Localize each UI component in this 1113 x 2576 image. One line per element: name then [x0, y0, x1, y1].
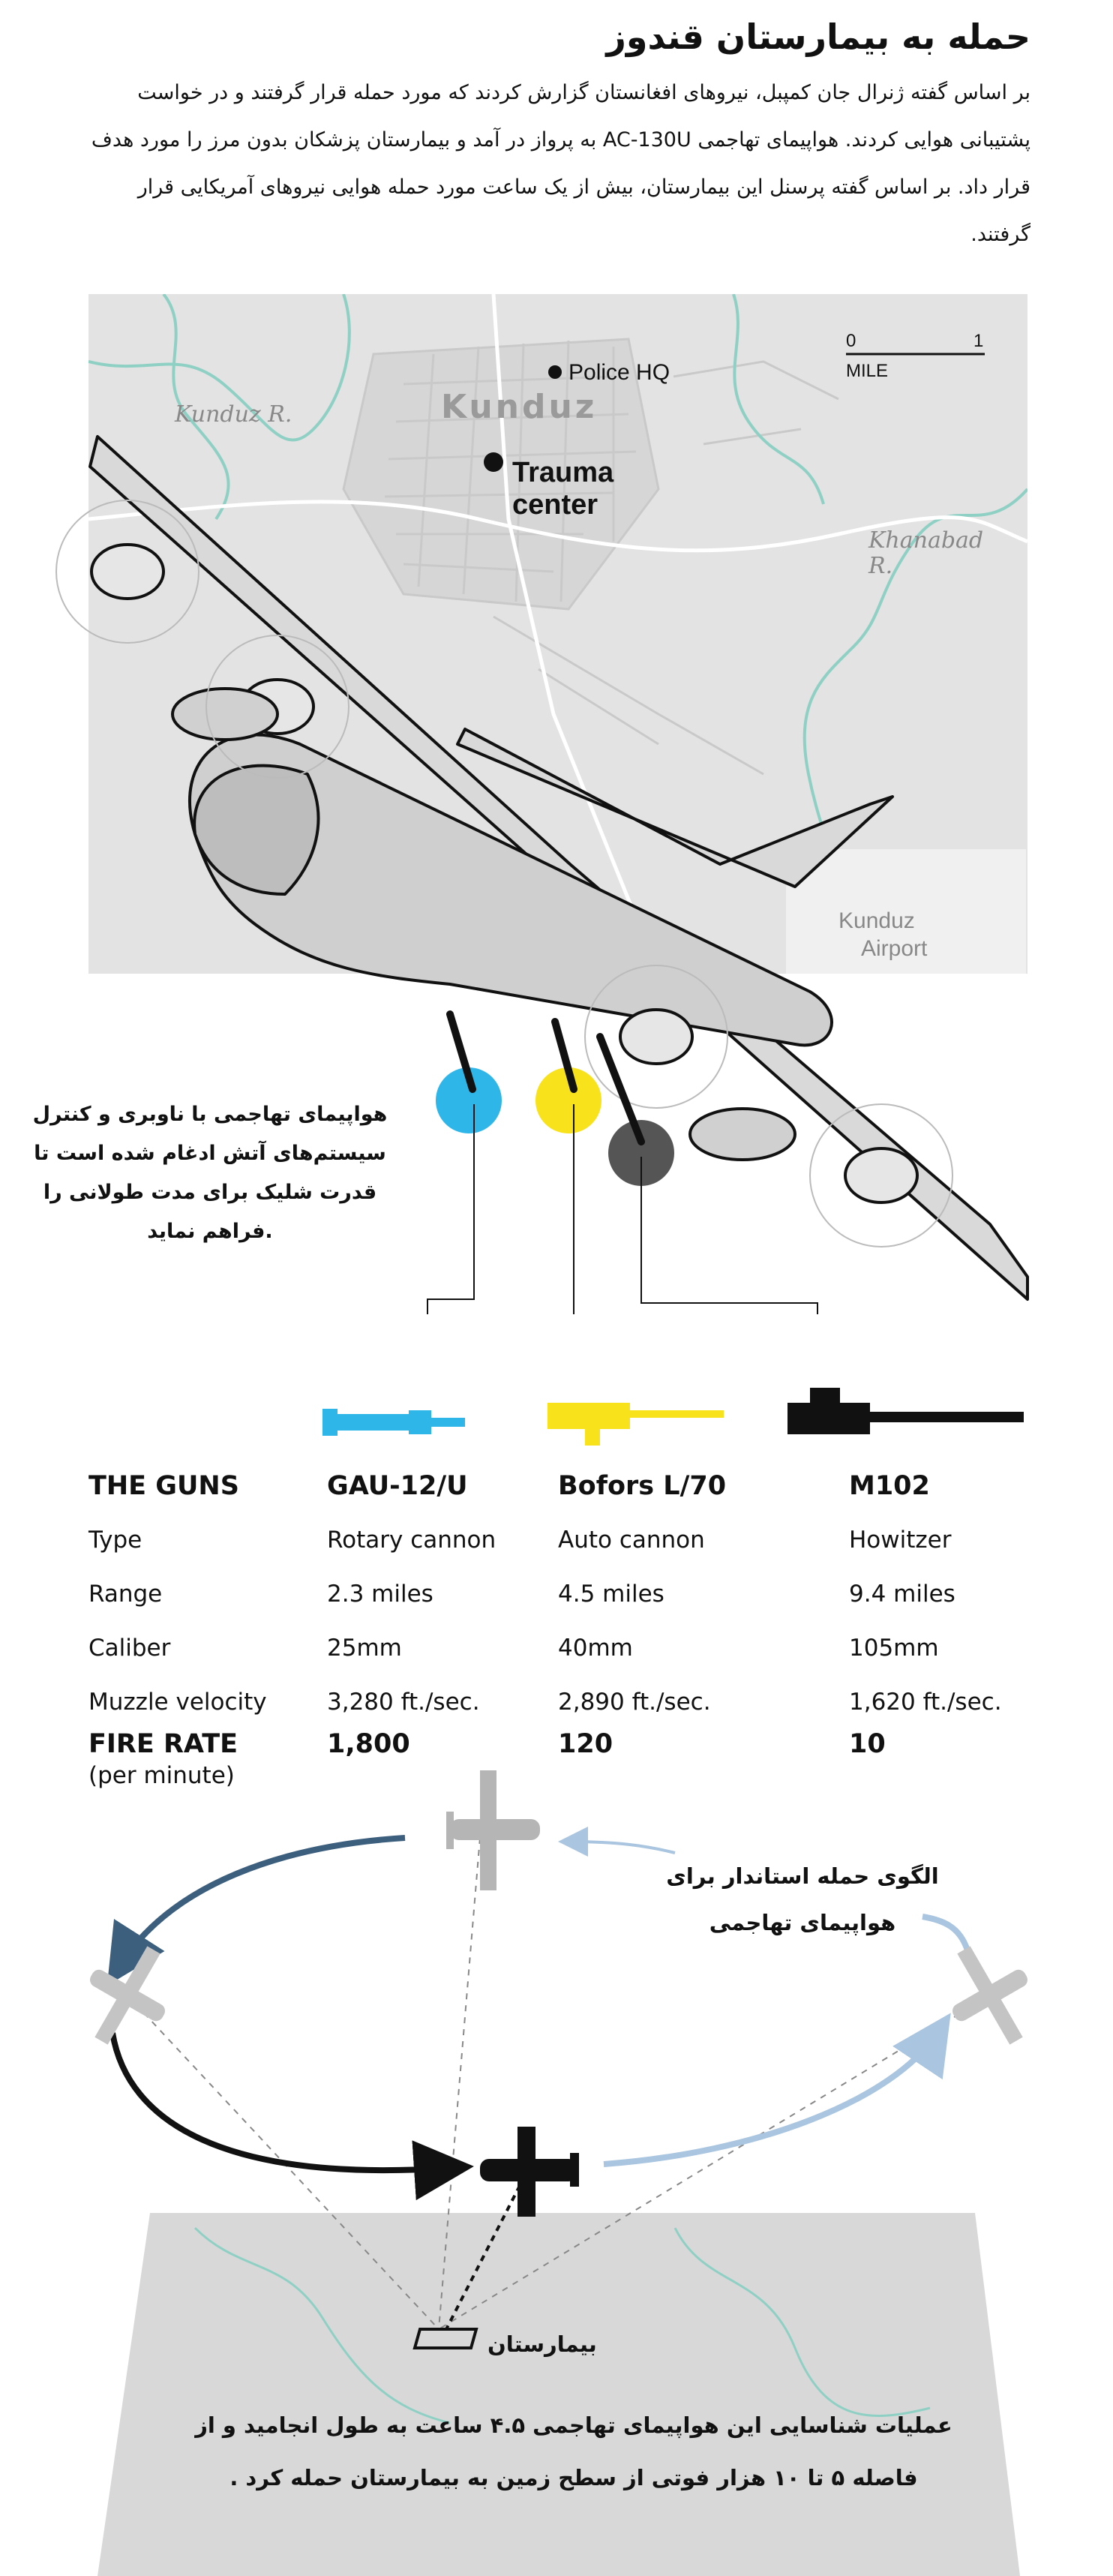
table-cell: 4.5 miles — [558, 1581, 664, 1608]
table-cell: 2,890 ft./sec. — [558, 1689, 711, 1716]
table-row — [88, 1513, 1034, 1567]
fire-rate-sub: (per minute) — [88, 1762, 235, 1789]
orbit-arrow-top-left — [120, 1838, 405, 1965]
table-cell: 25mm — [327, 1635, 402, 1662]
row-label: Type — [88, 1527, 142, 1554]
plane-description: هواپیمای تهاجمی با ناوبری و کنترل سیستم‌های آتش ادغام شده است تا قدرت شلیک برای مدت طولانی را .فراهم نماید — [32, 1103, 388, 1243]
m102-silhouette — [788, 1388, 1024, 1434]
plane-top — [446, 1770, 540, 1890]
table-cell: 1,620 ft./sec. — [849, 1689, 1002, 1716]
row-label: Muzzle velocity — [88, 1689, 267, 1716]
guns-title: THE GUNS — [88, 1471, 239, 1501]
gun-name-gau: GAU-12/U — [327, 1471, 468, 1501]
scale-end: 1 — [974, 331, 984, 351]
orbit-arrow-top-right — [570, 1842, 675, 1853]
table-cell: 2.3 miles — [327, 1581, 434, 1608]
table-row — [88, 1675, 1034, 1729]
table-cell: Rotary cannon — [327, 1527, 496, 1554]
table-cell: 3,280 ft./sec. — [327, 1689, 480, 1716]
river-east-label-2: R. — [868, 553, 893, 579]
table-cell: 105mm — [849, 1635, 939, 1662]
orbit-arrow-bottom-left — [112, 2033, 450, 2170]
trauma-label-1: Trauma — [512, 457, 614, 488]
guns-header-row — [88, 1459, 1034, 1513]
guns-table — [88, 1459, 1034, 1789]
table-cell: Howitzer — [849, 1527, 952, 1554]
scale-start: 0 — [846, 331, 856, 351]
orbit-arrow-bottom-right — [604, 2033, 938, 2164]
engine-1 — [92, 545, 164, 599]
gau-silhouette — [322, 1409, 465, 1436]
plane-right — [928, 1929, 1052, 2061]
fire-rate-bofors: 120 — [558, 1729, 614, 1759]
table-cell: Auto cannon — [558, 1527, 705, 1554]
fire-rate-m102: 10 — [849, 1729, 886, 1759]
gun-silhouettes — [0, 1275, 1113, 1455]
page-title: حمله به بیمارستان قندوز — [606, 17, 1030, 57]
hospital-label: بیمارستان — [488, 2331, 597, 2357]
airport-label-2: Airport — [861, 936, 928, 961]
row-label: Range — [88, 1581, 163, 1608]
ground-map — [98, 2213, 1020, 2576]
gun-name-m102: M102 — [849, 1471, 930, 1501]
scale-unit: MILE — [846, 361, 889, 381]
plane-active — [480, 2127, 579, 2217]
pattern-label: الگوی حمله استاندار برای هواپیمای تهاجمی — [666, 1863, 939, 1935]
engine-3 — [620, 1010, 692, 1064]
table-cell: 9.4 miles — [849, 1581, 956, 1608]
city-label: Kunduz — [441, 388, 598, 426]
airport-label-1: Kunduz — [838, 908, 915, 933]
gun-name-bofors: Bofors L/70 — [558, 1471, 727, 1501]
trauma-label-2: center — [512, 489, 598, 521]
intro-paragraph: بر اساس گفته ژنرال جان کمپبل، نیروهای افغانستان گزارش کردند که مورد حمله قرار گرفتند و در خواست پشتیبانی هوایی کردند. هواپیمای تهاجمی AC-130U به پرواز در آمد و بیمارستان پزشکان بدون مرز را مورد هدف قرار داد. بر اساس گفته پرسنل این بیمارستان، بیش از یک ساعت مورد حمله هوایی نیروهای آمریکایی قرار گرفتند. — [91, 81, 1030, 246]
table-row — [88, 1621, 1034, 1675]
engine-4 — [845, 1148, 917, 1202]
bofors-silhouette — [548, 1403, 724, 1446]
table-cell: 40mm — [558, 1635, 633, 1662]
fuel-tank-right — [690, 1109, 795, 1160]
fuel-tank-left — [172, 689, 278, 740]
fire-rate-gau: 1,800 — [327, 1729, 410, 1759]
police-label: Police HQ — [568, 360, 670, 385]
row-label: Caliber — [88, 1635, 171, 1662]
footer-caption: عملیات شناسایی این هواپیمای تهاجمی ۴.۵ ساعت به طول انجامید و از فاصله ۵ تا ۱۰ هزار فوتی از سطح زمین به بیمارستان حمله کرد . — [195, 2412, 952, 2490]
table-row — [88, 1567, 1034, 1621]
river-west-label: Kunduz R. — [175, 401, 292, 428]
fire-rate-title: FIRE RATE — [88, 1729, 238, 1759]
river-east-label-1: Khanabad — [868, 527, 984, 554]
